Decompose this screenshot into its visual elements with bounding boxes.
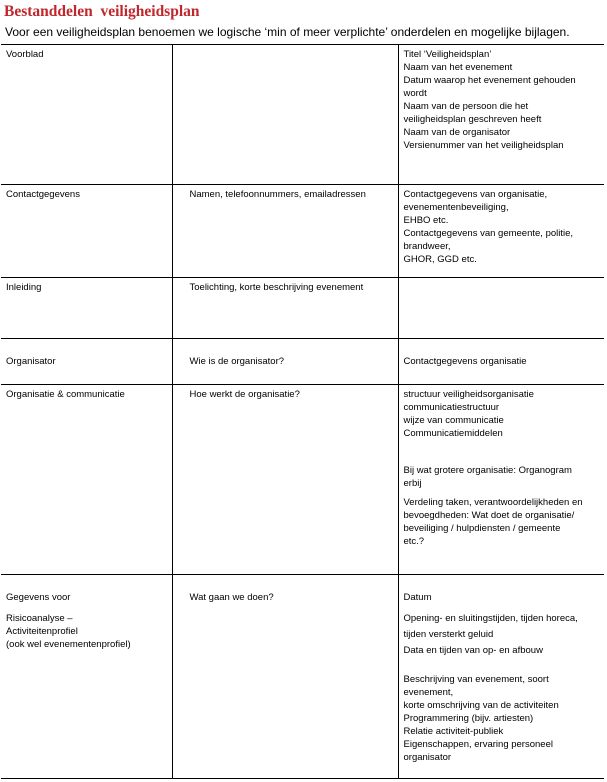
- details-cell: [398, 339, 604, 385]
- section-label: Voorblad: [6, 49, 44, 60]
- detail-line: Contactgegevens van organisatie,: [403, 189, 548, 200]
- detail-line: evenementenbeveiliging,: [403, 202, 509, 213]
- section-cell: [1, 278, 172, 339]
- description-text: Namen, telefoonnummers, emailadressen: [189, 189, 366, 200]
- detail-line: Titel ‘Veiligheidsplan’: [403, 49, 492, 60]
- detail-line: organisator: [403, 752, 452, 763]
- description-cell: [172, 45, 398, 185]
- document-title: Bestanddelen veiligheidsplan: [4, 3, 200, 20]
- detail-line: wijze van communicatie: [403, 415, 504, 426]
- description-cell: [172, 185, 398, 278]
- section-cell: [1, 185, 172, 278]
- description-text: Toelichting, korte beschrijving evenement: [189, 282, 364, 293]
- detail-line: Opening- en sluitingstijden, tijden horeca,: [403, 613, 578, 624]
- section-label: Organisatie & communicatie: [6, 389, 125, 400]
- table-row: [1, 45, 604, 185]
- detail-line: Versienummer van het veiligheidsplan: [403, 140, 564, 151]
- section-cell: [1, 575, 172, 779]
- table-row: [1, 185, 604, 278]
- detail-line: Bij wat grotere organisatie: Organogram: [403, 465, 572, 476]
- details-cell: [398, 385, 604, 575]
- section-cell: [1, 385, 172, 575]
- detail-line: Relatie activiteit-publiek: [403, 726, 504, 737]
- description-cell: [172, 385, 398, 575]
- details-cell: [398, 278, 604, 339]
- table-row: [1, 339, 604, 385]
- description-text: Wat gaan we doen?: [189, 592, 274, 603]
- description-cell: [172, 339, 398, 385]
- detail-line: tijden versterkt geluid: [403, 629, 494, 640]
- description-text: Hoe werkt de organisatie?: [189, 389, 300, 400]
- detail-line: Verdeling taken, verantwoordelijkheden en: [403, 497, 583, 508]
- description-cell: [172, 278, 398, 339]
- section-sublabel: Activiteitenprofiel: [6, 626, 78, 637]
- detail-line: structuur veiligheidsorganisatie: [403, 389, 534, 400]
- detail-line: erbij: [403, 478, 422, 489]
- section-label: Gegevens voor: [6, 592, 71, 603]
- detail-line: Eigenschappen, ervaring personeel: [403, 739, 553, 750]
- detail-line: wordt: [403, 88, 427, 99]
- detail-line: evenement,: [403, 687, 454, 698]
- detail-line: bevoegdheden: Wat doet de organisatie/: [403, 510, 575, 521]
- section-label: Contactgegevens: [6, 189, 80, 200]
- detail-line: Naam van de organisator: [403, 127, 511, 138]
- section-label: Inleiding: [6, 282, 42, 293]
- section-sublabel: (ook wel evenementenprofiel): [6, 639, 131, 650]
- section-cell: [1, 45, 172, 185]
- details-cell: [398, 45, 604, 185]
- detail-line: Naam van het evenement: [403, 62, 513, 73]
- table-row: [1, 385, 604, 575]
- detail-line: Beschrijving van evenement, soort: [403, 674, 549, 685]
- table-row: [1, 278, 604, 339]
- section-sublabel: Risicoanalyse –: [6, 613, 73, 624]
- detail-line: veiligheidsplan geschreven heeft: [403, 114, 542, 125]
- detail-line: Datum: [403, 592, 432, 603]
- plan-table: [1, 44, 604, 779]
- detail-line: korte omschrijving van de activiteiten: [403, 700, 559, 711]
- description-cell: [172, 575, 398, 779]
- detail-line: Contactgegevens organisatie: [403, 356, 527, 367]
- section-cell: [1, 339, 172, 385]
- section-label: Organisator: [6, 356, 56, 367]
- intro-text: Voor een veiligheidsplan benoemen we logische ‘min of meer verplichte’ onderdelen en mogelijke bijlagen.: [5, 25, 570, 39]
- detail-line: Datum waarop het evenement gehouden: [403, 75, 576, 86]
- detail-line: GHOR, GGD etc.: [403, 254, 477, 265]
- detail-line: etc.?: [403, 536, 425, 547]
- detail-line: Communicatiemiddelen: [403, 428, 503, 439]
- detail-line: brandweer,: [403, 241, 451, 252]
- description-text: Wie is de organisator?: [189, 356, 285, 367]
- details-cell: [398, 185, 604, 278]
- detail-line: beveiliging / hulpdiensten / gemeente: [403, 523, 561, 534]
- detail-line: Contactgegevens van gemeente, politie,: [403, 228, 574, 239]
- table-row: [1, 575, 604, 779]
- detail-line: EHBO etc.: [403, 215, 449, 226]
- detail-line: Data en tijden van op- en afbouw: [403, 645, 543, 656]
- details-cell: [398, 575, 604, 779]
- detail-line: Programmering (bijv. artiesten): [403, 713, 534, 724]
- detail-line: communicatiestructuur: [403, 402, 500, 413]
- detail-line: Naam van de persoon die het: [403, 101, 529, 112]
